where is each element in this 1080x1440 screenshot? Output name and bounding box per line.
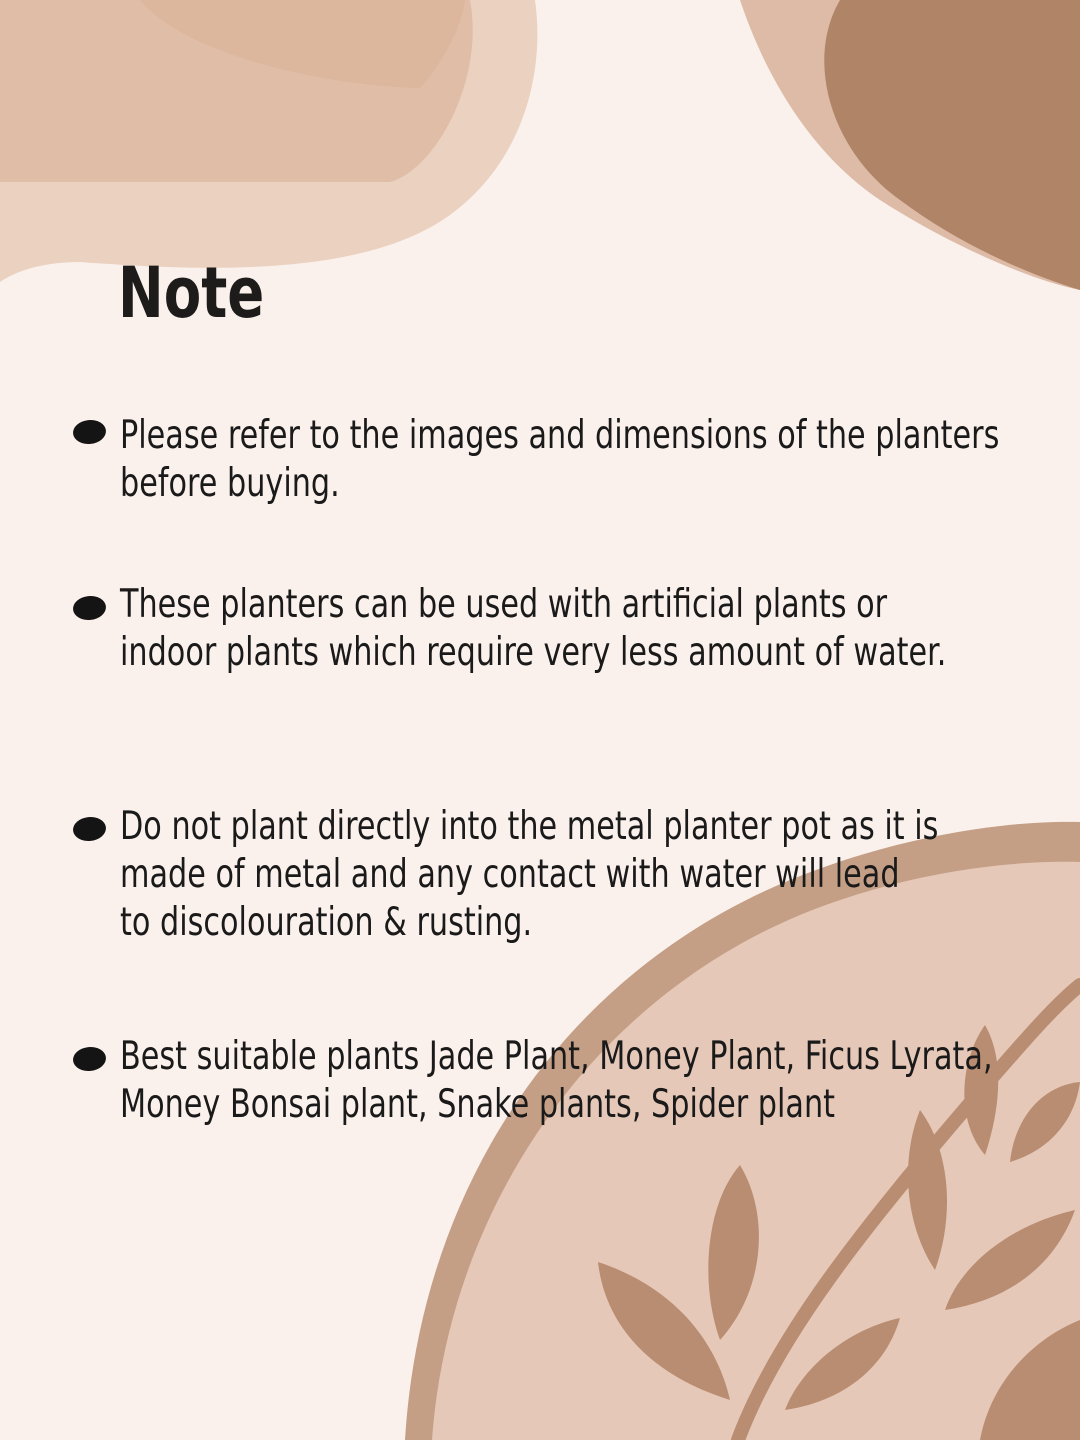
- note-item-line: indoor plants which require very less amount of water.: [120, 630, 947, 675]
- note-item-line: Please refer to the images and dimensions of the planters: [120, 413, 1000, 458]
- note-item-line: to discolouration & rusting.: [120, 900, 533, 945]
- top-right-blob-dark: [824, 0, 1080, 290]
- note-item-line: These planters can be used with artificial plants or: [120, 582, 888, 627]
- note-item-line: Money Bonsai plant, Snake plants, Spider plant: [120, 1082, 835, 1127]
- note-item-line: Best suitable plants Jade Plant, Money Plant, Ficus Lyrata,: [120, 1034, 993, 1079]
- note-item-line: before buying.: [120, 461, 340, 506]
- note-item-line: Do not plant directly into the metal planter pot as it is: [120, 804, 939, 849]
- note-title: Note: [118, 252, 265, 334]
- note-item-line: made of metal and any contact with water will lead: [120, 852, 900, 897]
